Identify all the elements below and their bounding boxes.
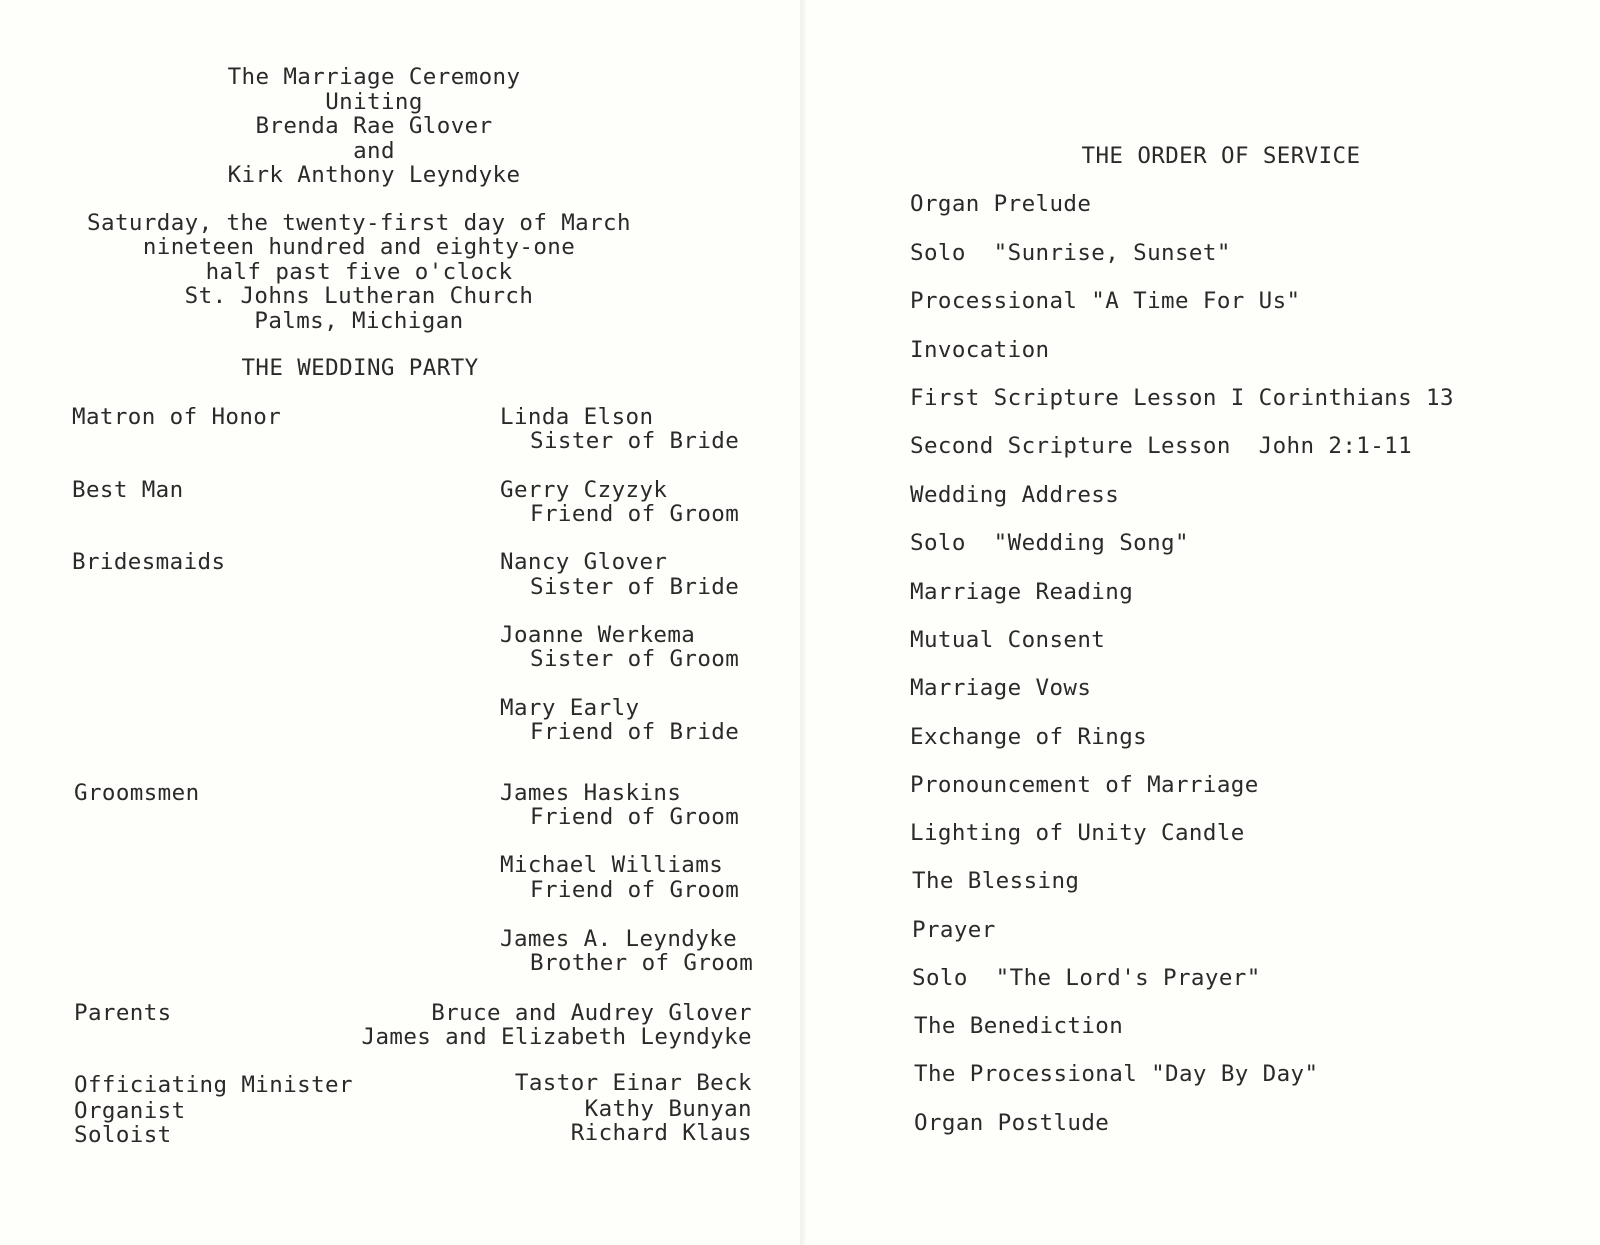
service-item: Mutual Consent (910, 627, 1106, 653)
time-line: half past five o'clock (205, 259, 513, 285)
parents-bride: Bruce and Audrey Glover (431, 1000, 752, 1026)
groom-name: Kirk Anthony Leyndyke (227, 162, 521, 188)
role-label-matron: Matron of Honor (72, 404, 282, 430)
party-member-name: Mary Early (500, 695, 640, 721)
service-item: Wedding Address (910, 482, 1120, 508)
soloist-name: Richard Klaus (570, 1120, 752, 1146)
service-item: Organ Postlude (914, 1110, 1110, 1136)
party-member-relation: Brother of Groom (530, 950, 754, 976)
role-label-soloist: Soloist (74, 1122, 172, 1148)
party-member-relation: Friend of Bride (530, 719, 740, 745)
service-item: First Scripture Lesson I Corinthians 13 (910, 385, 1454, 411)
service-item: Lighting of Unity Candle (910, 820, 1245, 846)
party-member-relation: Sister of Bride (530, 574, 740, 600)
wedding-party-heading: THE WEDDING PARTY (241, 355, 479, 381)
party-member-relation: Sister of Groom (530, 646, 740, 672)
service-item: Solo "Wedding Song" (910, 530, 1189, 556)
role-label-groomsmen: Groomsmen (74, 780, 200, 806)
church-line: St. Johns Lutheran Church (184, 283, 534, 309)
title-line: Uniting (325, 89, 423, 115)
date-line: Saturday, the twenty-first day of March (87, 210, 631, 236)
party-member-name: James Haskins (500, 780, 682, 806)
service-item: Marriage Vows (910, 675, 1092, 701)
order-of-service-heading: THE ORDER OF SERVICE (1081, 143, 1361, 169)
party-member-name: Gerry Czyzyk (500, 477, 668, 503)
service-item: Prayer (912, 917, 996, 943)
service-item: Solo "Sunrise, Sunset" (910, 240, 1231, 266)
party-member-name: Linda Elson (500, 404, 654, 430)
right-page (806, 0, 1600, 1245)
service-item: Second Scripture Lesson John 2:1-11 (910, 433, 1413, 459)
party-member-name: Joanne Werkema (500, 622, 696, 648)
party-member-relation: Friend of Groom (530, 501, 740, 527)
party-member-relation: Sister of Bride (530, 428, 740, 454)
service-item: Solo "The Lord's Prayer" (912, 965, 1261, 991)
service-item: Processional "A Time For Us" (910, 288, 1301, 314)
year-line: nineteen hundred and eighty-one (142, 234, 576, 260)
party-member-name: Nancy Glover (500, 549, 668, 575)
party-member-name: James A. Leyndyke (500, 926, 738, 952)
party-member-name: Michael Williams (500, 852, 724, 878)
service-item: The Blessing (912, 868, 1080, 894)
parents-groom: James and Elizabeth Leyndyke (361, 1024, 752, 1050)
role-label-best-man: Best Man (72, 477, 184, 503)
party-member-relation: Friend of Groom (530, 877, 740, 903)
role-label-organist: Organist (74, 1098, 186, 1124)
organist-name: Kathy Bunyan (584, 1096, 752, 1122)
service-item: Marriage Reading (910, 579, 1134, 605)
service-item: The Benediction (914, 1013, 1124, 1039)
role-label-parents: Parents (74, 1000, 172, 1026)
role-label-bridesmaids: Bridesmaids (72, 549, 226, 575)
service-item: The Processional "Day By Day" (914, 1061, 1319, 1087)
party-member-relation: Friend of Groom (530, 804, 740, 830)
minister-name: Tastor Einar Beck (514, 1070, 752, 1096)
service-item: Pronouncement of Marriage (910, 772, 1259, 798)
title-line: The Marriage Ceremony (227, 64, 521, 90)
service-item: Exchange of Rings (910, 724, 1148, 750)
role-label-minister: Officiating Minister (74, 1072, 353, 1098)
title-line: and (353, 138, 395, 164)
bride-name: Brenda Rae Glover (255, 113, 493, 139)
service-item: Invocation (910, 337, 1050, 363)
service-item: Organ Prelude (910, 191, 1092, 217)
location-line: Palms, Michigan (254, 308, 464, 334)
